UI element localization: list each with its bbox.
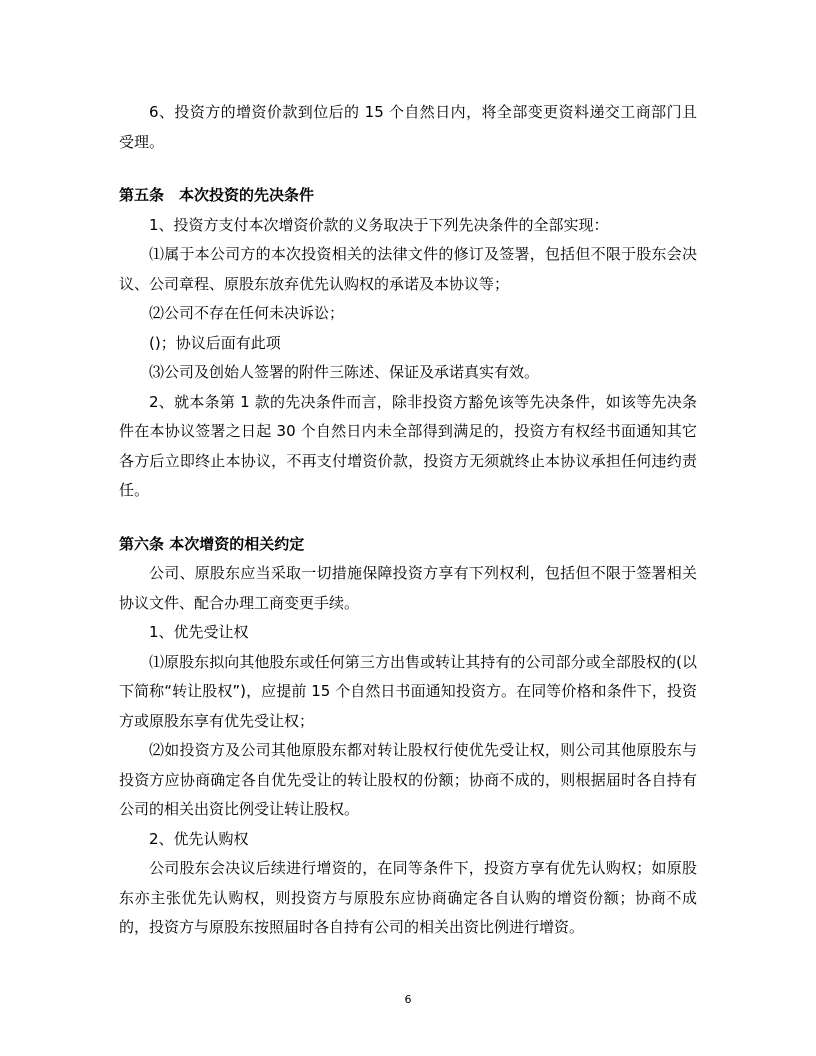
paragraph-subclause-1: ⑴属于本公司方的本次投资相关的法律文件的修订及签署，包括但不限于股东会决议、公司章程、原股东放弃优先认购权的承诺及本协议等； bbox=[119, 245, 697, 293]
paragraph-intro: 公司、原股东应当采取一切措施保障投资方享有下列权利，包括但不限于签署相关协议文件、配合办理工商变更手续。 bbox=[119, 564, 697, 612]
paragraph-subclause-2: ⑵公司不存在任何未决诉讼； bbox=[149, 304, 345, 322]
paragraph-clause-1: 1、投资方支付本次增资价款的义务取决于下列先决条件的全部实现： bbox=[149, 215, 609, 234]
page-body bbox=[119, 98, 697, 943]
paragraph-refusal-subclause-2: ⑵如投资方及公司其他原股东都对转让股权行使优先受让权，则公司其他原股东与投资方应协商确定各自优先受让的转让股权的份额；协商不成的，则根据届时各自持有公司的相关出资比例受让转让股权。 bbox=[119, 741, 697, 818]
paragraph-right-of-first-refusal: 1、优先受让权 bbox=[149, 623, 249, 641]
paragraph-preemptive-detail: 公司股东会决议后续进行增资的，在同等条件下，投资方享有优先认购权；如原股东亦主张优先认购权，则投资方与原股东应协商确定各自认购的增资份额；协商不成的，投资方与原股东按照届时各自持有公司的相关出资比例进行增资。 bbox=[119, 859, 697, 936]
paragraph-refusal-subclause-1: ⑴原股东拟向其他股东或任何第三方出售或转让其持有的公司部分或全部股权的(以下简称“转让股权”)，应提前 15 个自然日书面通知投资方。在同等价格和条件下，投资方或原股东享有优先受让权； bbox=[119, 652, 697, 730]
paragraph-item-6: 6、投资方的增资价款到位后的 15 个自然日内，将全部变更资料递交工商部门且受理。 bbox=[119, 103, 697, 151]
paragraph-note: ()；协议后面有此项 bbox=[149, 333, 281, 352]
section-heading-article-5: 第五条 本次投资的先决条件 bbox=[119, 186, 315, 204]
paragraph-subclause-3: ⑶公司及创始人签署的附件三陈述、保证及承诺真实有效。 bbox=[149, 363, 540, 381]
page-number: 6 bbox=[404, 993, 412, 1006]
paragraph-preemptive-right: 2、优先认购权 bbox=[149, 829, 249, 848]
paragraph-clause-2: 2、就本条第 1 款的先决条件而言，除非投资方豁免该等先决条件，如该等先决条件在本协议签署之日起 30 个自然日内未全部得到满足的，投资方有权经书面通知其它各方后立即终止本协议，不再支付增资价款，投资方无须就终止本协议承担任何违约责任。 bbox=[119, 392, 697, 499]
section-heading-article-6: 第六条 本次增资的相关约定 bbox=[119, 534, 305, 553]
